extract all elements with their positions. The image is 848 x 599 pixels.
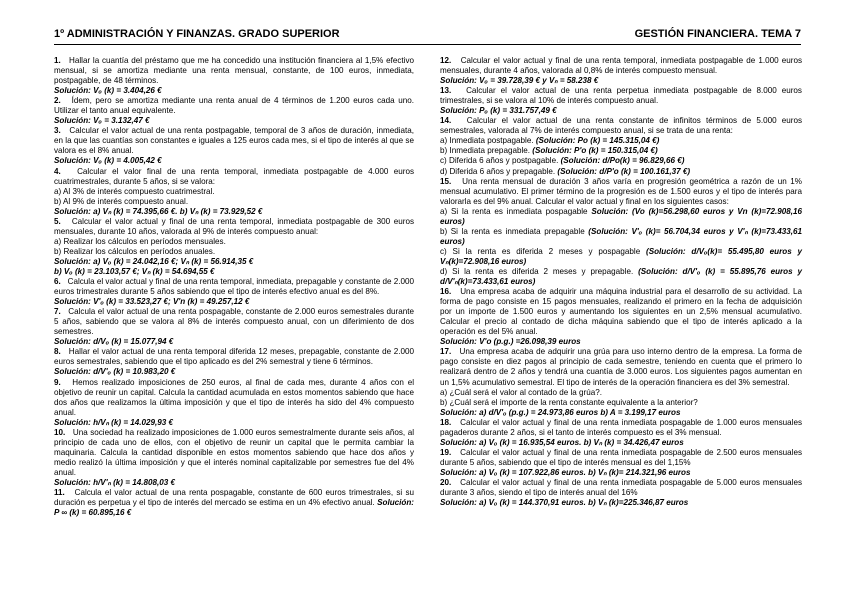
exercise-line — [440, 398, 802, 408]
exercise-statement — [54, 378, 414, 418]
solution-line — [54, 207, 414, 217]
exercise-line — [54, 247, 414, 257]
exercise-text: Una sociedad ha realizado imposiciones de 1.000 euros semestralmente durante seis años, al principio de cada uno de ellos, con el objetivo de reunir un capital que le permita cambiar la maquinaria. Calcula la cantidad disponible en estos momentos sabiendo que hace dos años y medio realizó la última imposición y que el interés nominal capitalizable por semestres fue del 4% anual. — [54, 427, 415, 477]
exercise-number: 3. — [54, 126, 61, 136]
exercise-text: Calcula el valor actual y final de una renta temporal, inmediata, prepagable y constante de 2.000 euros trimestrales durante 5 años sabiendo que el tipo de interés efectivo anual es del 8%. — [54, 277, 414, 297]
solution-line — [54, 337, 414, 347]
exercise-text: Hemos realizado imposiciones de 250 euros, al final de cada mes, durante 4 años con el objetivo de reunir un capital. Calcula la cantidad acumulada en estos momentos sabiendo que hace dos años que realizamos la última imposición y que el tipo de interés ha sido del 4% compuesto anual. — [54, 377, 414, 417]
right-column — [440, 56, 802, 508]
exercise-text: Calcular el valor actual de una renta perpetua inmediata postpagable de 8.000 euros trimestrales, si se valora al 10% de interés compuesto anual. — [440, 86, 802, 106]
exercise-line — [440, 136, 802, 146]
solution-text: Solución: d/Vₒ (k) = 15.077,94 € — [54, 337, 174, 347]
exercise-statement — [440, 56, 802, 76]
solution-text: Solución: V'ₒ (k) = 33.523,27 €; V'n (k) = 49.257,12 € — [54, 297, 250, 307]
solution-text: (Solución: V'ₒ (k)= 56.704,34 euros y V'ₙ (k)=73.433,61 euros) — [440, 226, 803, 246]
exercise-statement — [54, 277, 414, 297]
exercise-text: a) Si la renta es inmediata pospagable — [440, 206, 588, 216]
exercise-text: Calcular el valor actual de una renta postpagable, temporal de 3 años de duración, inmediata, en la que las cuantías son constantes e iguales a 125 euros cada mes, si el tipo de interés al que se valora es el 8% anual. — [54, 126, 414, 156]
exercise-number: 6. — [54, 277, 61, 287]
solution-line — [440, 106, 802, 116]
exercise-number: 15. — [440, 176, 452, 186]
exercise-number: 16. — [440, 287, 452, 297]
header-course-title: 1º ADMINISTRACIÓN Y FINANZAS. GRADO SUPERIOR — [54, 28, 340, 40]
exercise-text: b) Al 9% de interés compuesto anual. — [54, 196, 189, 206]
exercise-text: b) Inmediata prepagable. — [440, 146, 530, 156]
exercise-line — [440, 167, 802, 177]
exercise-line — [54, 187, 414, 197]
solution-text: Solución: a) Vₒ (k) = 24.042,16 €; Vₙ (k) = 56.914,35 € — [54, 256, 254, 266]
solution-text: Solución: a) d/V'ₒ (p.g.) = 24.973,86 euros b) A = 3.199,17 euros — [440, 407, 681, 417]
exercise-statement — [54, 347, 414, 367]
solution-text: Solución: Vₒ (k) = 3.404,26 € — [54, 86, 162, 96]
exercise-statement — [440, 177, 802, 207]
solution-text: Solución: Vₒ = 39.728,39 € y Vₙ = 58.238 € — [440, 76, 599, 86]
exercise-number: 8. — [54, 347, 61, 357]
solution-text: (Solución: Po (k) = 145.315,04 €) — [533, 136, 660, 146]
exercise-number: 18. — [440, 417, 452, 427]
solution-text: Solución: (Vo (k)=56.298,60 euros y Vn (k)=72.908,16 euros) — [440, 206, 802, 226]
exercise-number: 4. — [54, 166, 61, 176]
solution-text: Solución: V'o (p.g.) =26.098,39 euros — [440, 337, 581, 347]
exercise-line — [440, 227, 802, 247]
solution-line — [54, 478, 414, 488]
solution-text: Solución: P ∞ (k) = 60.895,16 € — [54, 498, 415, 518]
exercise-statement — [54, 96, 414, 116]
solution-line — [54, 86, 414, 96]
exercise-text: a) Inmediata postpagable. — [440, 136, 534, 146]
exercise-text: a) Realizar los cálculos en períodos mensuales. — [54, 236, 226, 246]
exercise-statement — [54, 167, 414, 187]
exercise-number: 1. — [54, 56, 61, 65]
page-header — [54, 26, 801, 45]
exercise-statement — [54, 488, 414, 518]
exercise-statement — [440, 478, 802, 498]
solution-line — [54, 367, 414, 377]
solution-line — [54, 267, 414, 277]
exercise-text: Calcular el valor actual de una renta constante de infinitos términos de 5.000 euros semestrales, valorada al 7% de interés compuesto anual, si se trata de una renta: — [440, 116, 802, 136]
exercise-statement — [54, 307, 414, 337]
solution-text: (Solución: d/P'o (k) = 100.161,37 €) — [555, 166, 691, 176]
exercise-number: 11. — [54, 488, 65, 498]
exercise-number: 19. — [440, 447, 452, 457]
exercise-line — [440, 388, 802, 398]
solution-line — [440, 408, 802, 418]
exercise-number: 7. — [54, 307, 61, 317]
exercise-text: Hallar el valor actual de una renta temporal diferida 12 meses, prepagable, constante de 2.000 euros semestrales, sabiendo que el tipo aplicado es del 2% semestral y tiene 6 términos. — [54, 347, 415, 367]
exercise-text: Calcular el valor actual y final de una renta temporal, inmediata postpagable de 1.000 euros mensuales, durante 4 años, valorada al 0,8% de interés compuesto mensual. — [440, 56, 803, 76]
exercise-text: b) ¿Cuál será el importe de la renta constante equivalente a la anterior? — [440, 397, 698, 407]
solution-text: (Solución: d/V'ₒ (k) = 55.895,76 euros y d/V'ₙ(k)=73.433,61 euros) — [440, 266, 802, 287]
exercise-number: 9. — [54, 377, 61, 387]
solution-line — [54, 418, 414, 428]
exercise-text: Calcular el valor actual y final de una renta inmediata pospagable de 1.000 euros mensuales pagaderos durante 2 años, si el tanto de interés compuesto es el 3% mensual. — [440, 417, 802, 437]
exercise-text: Calcular el valor actual y final de una renta inmediata pospagable de 5.000 euros mensuales durante 3 años, siendo el tipo de interés anual del 16% — [440, 477, 802, 498]
solution-text: Solución: h/Vₙ (k) = 14.029,93 € — [54, 417, 174, 427]
exercise-statement — [54, 126, 414, 156]
exercise-statement — [440, 418, 802, 438]
solution-line — [440, 76, 802, 86]
solution-line — [440, 337, 802, 347]
solution-line — [440, 438, 802, 448]
exercise-text: a) ¿Cuál será el valor al contado de la grúa?. — [440, 387, 602, 397]
solution-text: (Solución: d/Po(k) = 96.829,66 €) — [558, 156, 685, 166]
exercise-number: 2. — [54, 96, 61, 106]
exercise-text: Calcular el valor actual y final de una renta temporal, inmediata postpagable de 300 euros mensuales, durante 10 años, valorada al 9% de interés compuesto anual: — [54, 216, 414, 236]
exercise-number: 13. — [440, 86, 452, 96]
solution-text: Solución: a) Vₒ (k) = 16.935,54 euros. b) Vₙ (k) = 34.426,47 euros — [440, 437, 684, 447]
exercise-line — [440, 146, 802, 156]
exercise-statement — [54, 217, 414, 237]
solution-text: Solución: Vₒ (k) = 4.005,42 € — [54, 156, 162, 166]
exercise-line — [440, 156, 802, 166]
solution-text: Solución: Pₒ (k) = 331.757,49 € — [440, 106, 557, 116]
exercise-statement — [440, 347, 802, 387]
solution-text: Solución: d/V'ₒ (k) = 10.983,20 € — [54, 367, 176, 377]
exercise-line — [440, 247, 802, 267]
exercise-line — [440, 207, 802, 227]
exercise-line — [440, 267, 802, 287]
exercise-number: 17. — [440, 347, 452, 357]
exercise-text: Una empresa acaba de adquirir una grúa para uso interno dentro de la empresa. La forma de pago consiste en diez pagos al principio de cada semestre, teniendo en cuenta que el primero lo realizará dentro de 2 años y tendrá una cuantía de 3.000 euros. Los siguientes pagos aumentan en un 1,5% acumulativo semestral. El tipo de interés de la operación financiera es del 3% semestral. — [440, 347, 803, 387]
exercise-statement — [440, 448, 802, 468]
solution-line — [440, 468, 802, 478]
solution-text: (Solución: P'o (k) = 150.315,04 €) — [530, 146, 658, 156]
exercise-statement — [440, 116, 802, 136]
exercise-text: Calcula el valor actual de una renta pospagable, constante de 600 euros trimestrales, si su duración es perpetua y el tipo de interés del mercado se estima en un 4% efectivo anual. — [54, 488, 415, 508]
exercise-text: c) Diferida 6 años y postpagable. — [440, 156, 559, 166]
solution-text: b) Vₒ (k) = 23.103,57 €; Vₙ (k) = 54.694,55 € — [54, 266, 215, 276]
exercise-text: d) Diferida 6 años y prepagable. — [440, 166, 556, 176]
exercise-text: Hallar la cuantía del préstamo que me ha concedido una institución financiera al 1,5% efectivo mensual, si se amortiza mediante una renta mensual, constante, de 100 euros, inmediata, postpagable, de 48 términos. — [54, 56, 414, 86]
exercise-text: Calcula el valor actual de una renta pospagable, constante de 2.000 euros semestrales durante 5 años, sabiendo que se valora al 8% de interés compuesto anual, con un diferimiento de dos semestres. — [54, 307, 414, 337]
exercise-line — [54, 237, 414, 247]
exercise-text: Ídem, pero se amortiza mediante una renta anual de 4 términos de 1.200 euros cada uno. Utilizar el tanto anual equivalente. — [54, 96, 415, 116]
exercise-text: d) Si la renta es diferida 2 meses y prepagable. — [440, 266, 634, 276]
solution-line — [440, 498, 802, 508]
solution-text: Solución: a) Vₒ (k) = 107.922,86 euros. b) Vₙ (k)= 214.321,96 euros — [440, 467, 691, 477]
exercise-number: 12. — [440, 56, 452, 65]
solution-line — [54, 297, 414, 307]
exercise-text: Calcular el valor final de una renta temporal, inmediata postpagable de 4.000 euros cuatrimestrales, durante 5 años, si se valora: — [54, 166, 414, 186]
exercise-statement — [440, 287, 802, 337]
exercise-number: 5. — [54, 216, 61, 226]
exercise-text: Una renta mensual de duración 3 años varía en progresión geométrica a razón de un 1% mensual acumulativo. El primer término de la progresión es de 1.500 euros y el tipo de interés para valorarla es del 9% anual. Calcular el valor actual y final en los siguientes casos: — [440, 176, 803, 206]
exercise-number: 10. — [54, 427, 66, 437]
exercise-number: 14. — [440, 116, 452, 126]
exercise-text: Calcular el valor actual y final de una renta inmediata pospagable de 2.500 euros mensuales durante 5 años, sabiendo que el tipo de interés mensual es del 1,15% — [440, 447, 802, 467]
exercise-statement — [54, 56, 414, 86]
exercise-text: Una empresa acaba de adquirir una máquina industrial para el desarrollo de su actividad. La forma de pago consiste en 15 pagos mensuales, realizando el primero en la fecha de adquisición por un importe de 1.500 euros y aumentando los siguientes en un 2,5% mensual acumulativo. Calcular el precio al contado de dicha máquina sabiendo que el tipo de interés aplicado a la operación es del 5% anual. — [440, 287, 802, 337]
solution-line — [54, 116, 414, 126]
solution-line — [54, 156, 414, 166]
exercise-text: a) Al 3% de interés compuesto cuatrimestral. — [54, 186, 215, 196]
exercise-statement — [440, 86, 802, 106]
left-column — [54, 56, 414, 518]
solution-text: Solución: h/V'ₙ (k) = 14.808,03 € — [54, 477, 175, 487]
exercise-text: b) Si la renta es inmediata prepagable — [440, 226, 585, 236]
exercise-line — [54, 197, 414, 207]
solution-text: Solución: a) Vₙ (k) = 74.395,66 €. b) Vₙ (k) = 73.929,52 € — [54, 206, 263, 216]
solution-line — [54, 257, 414, 267]
exercise-text: c) Si la renta es diferida 2 meses y pospagable — [440, 246, 641, 256]
solution-text: Solución: a) Vₒ (k) = 144.370,91 euros. b) Vₙ (k)=225.346,87 euros — [440, 498, 689, 508]
exercise-text: b) Realizar los cálculos en períodos anuales. — [54, 246, 216, 256]
solution-text: (Solución: d/Vₒ(k)= 55.495,80 euros y Vₙ(k)=72.908,16 euros) — [440, 246, 802, 266]
solution-text: Solución: Vₒ = 3.132,47 € — [54, 116, 150, 126]
header-subject-title: GESTIÓN FINANCIERA. TEMA 7 — [634, 28, 801, 40]
exercise-statement — [54, 428, 414, 478]
exercise-number: 20. — [440, 477, 452, 487]
